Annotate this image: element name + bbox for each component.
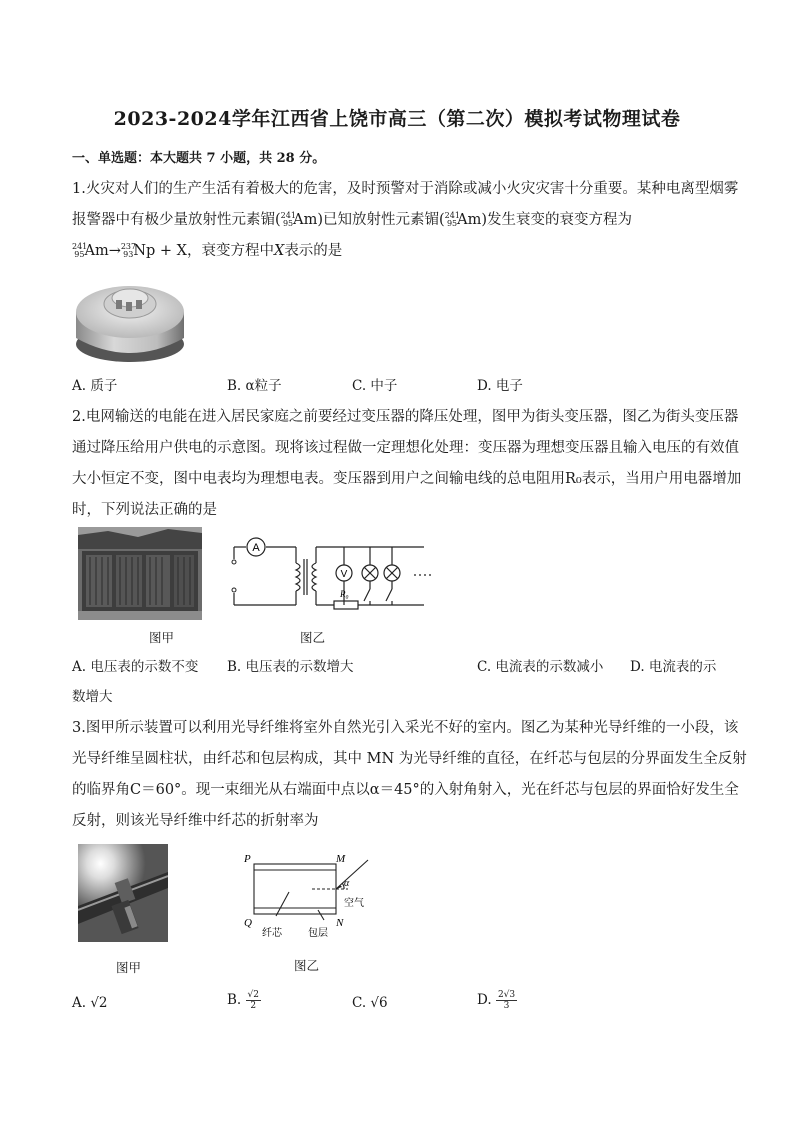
street-transformer-photo bbox=[78, 527, 202, 620]
q3-option-c[interactable]: C. √6 bbox=[352, 995, 388, 1011]
q1-option-d[interactable]: D. 电子 bbox=[477, 378, 523, 394]
q2-caption-b: 图乙 bbox=[300, 630, 326, 645]
q1-equation: $^{241}_{95}$Am→$^{237}_{93}$Np + X，衰变方程中X表示的是 bbox=[72, 242, 343, 259]
q3-line2: 光导纤维呈圆柱状，由纤芯和包层构成，其中 MN 为光导纤维的直径，在纤芯与包层的分界面发生全反射 bbox=[72, 751, 747, 767]
q3-caption-b: 图乙 bbox=[294, 958, 320, 973]
q2-line2: 通过降压给用户供电的示意图。现将该过程做一定理想化处理：变压器为理想变压器且输入电压的有效值 bbox=[72, 440, 739, 456]
ammeter-label: A bbox=[252, 542, 260, 554]
q1-option-c[interactable]: C. 中子 bbox=[352, 378, 398, 394]
label-core: 纤芯 bbox=[262, 928, 282, 939]
transformer-circuit-diagram bbox=[224, 531, 434, 615]
label-m: M bbox=[336, 853, 346, 865]
q3-option-b[interactable]: B. $\frac{√2}{2}$ bbox=[227, 990, 259, 1011]
r0-label: R₀ bbox=[340, 589, 349, 599]
am-mass: 241 bbox=[280, 211, 296, 220]
label-q: Q bbox=[244, 917, 252, 929]
exam-title: 2023-2024学年江西省上饶市高三（第二次）模拟考试物理试卷 bbox=[113, 108, 681, 130]
q1-line1: 1.火灾对人们的生产生活有着极大的危害，及时预警对于消除或减小火灾灾害十分重要。某种电离型烟雾 bbox=[72, 181, 739, 197]
label-air: 空气 bbox=[344, 898, 364, 909]
am-z: 95 bbox=[282, 219, 294, 228]
voltmeter-label: V bbox=[340, 569, 348, 580]
label-p: P bbox=[244, 853, 251, 865]
q2-line1: 2.电网输送的电能在进入居民家庭之前要经过变压器的降压处理，图甲为街头变压器，图乙为街头变压器 bbox=[72, 409, 739, 425]
label-alpha: α bbox=[344, 878, 350, 889]
section-heading: 一、单选题：本大题共 7 小题，共 28 分。 bbox=[72, 151, 326, 166]
smoke-detector-image bbox=[72, 272, 188, 368]
q1-line2: 报警器中有极少量放射性元素镅($^{241}_{95}$Am)已知放射性元素镅($^{241}_{95}$Am)发生衰变的衰变方程为 bbox=[72, 211, 633, 228]
q3-option-a[interactable]: A. √2 bbox=[72, 995, 108, 1011]
q2-option-d-wrap: 数增大 bbox=[72, 689, 113, 705]
q3-line4: 反射，则该光导纤维中纤芯的折射率为 bbox=[72, 813, 319, 829]
q3-caption-a: 图甲 bbox=[116, 960, 142, 975]
q2-caption-a: 图甲 bbox=[149, 630, 175, 645]
q3-option-d-fraction: $\frac{2√3}{3}$ bbox=[497, 990, 516, 1011]
q2-option-d[interactable]: D. 电流表的示 bbox=[630, 659, 717, 675]
q2-line4: 时，下列说法正确的是 bbox=[72, 502, 217, 518]
q1-option-b[interactable]: B. α粒子 bbox=[227, 378, 282, 394]
q3-option-d[interactable]: D. $\frac{2√3}{3}$ bbox=[477, 990, 516, 1011]
q2-line3: 大小恒定不变，图中电表均为理想电表。变压器到用户之间输电线的总电阻用R₀表示，当用户用电器增加 bbox=[72, 471, 742, 487]
label-n: N bbox=[336, 917, 344, 929]
q2-option-a[interactable]: A. 电压表的示数不变 bbox=[72, 659, 199, 675]
q3-line3: 的临界角C＝60°。现一束细光从右端面中点以α＝45°的入射角射入，光在纤芯与包层的界面恰好发生全 bbox=[72, 782, 739, 798]
label-cladding: 包层 bbox=[308, 928, 328, 939]
q2-option-b[interactable]: B. 电压表的示数增大 bbox=[227, 659, 354, 675]
light-pipe-photo bbox=[78, 844, 168, 942]
q3-option-b-fraction: $\frac{√2}{2}$ bbox=[247, 990, 259, 1011]
q3-line1: 3.图甲所示装置可以利用光导纤维将室外自然光引入采光不好的室内。图乙为某种光导纤维的一小段，该 bbox=[72, 720, 739, 736]
q1-option-a[interactable]: A. 质子 bbox=[72, 378, 118, 394]
optical-fiber-diagram bbox=[236, 848, 386, 944]
q2-option-c[interactable]: C. 电流表的示数减小 bbox=[477, 659, 604, 675]
